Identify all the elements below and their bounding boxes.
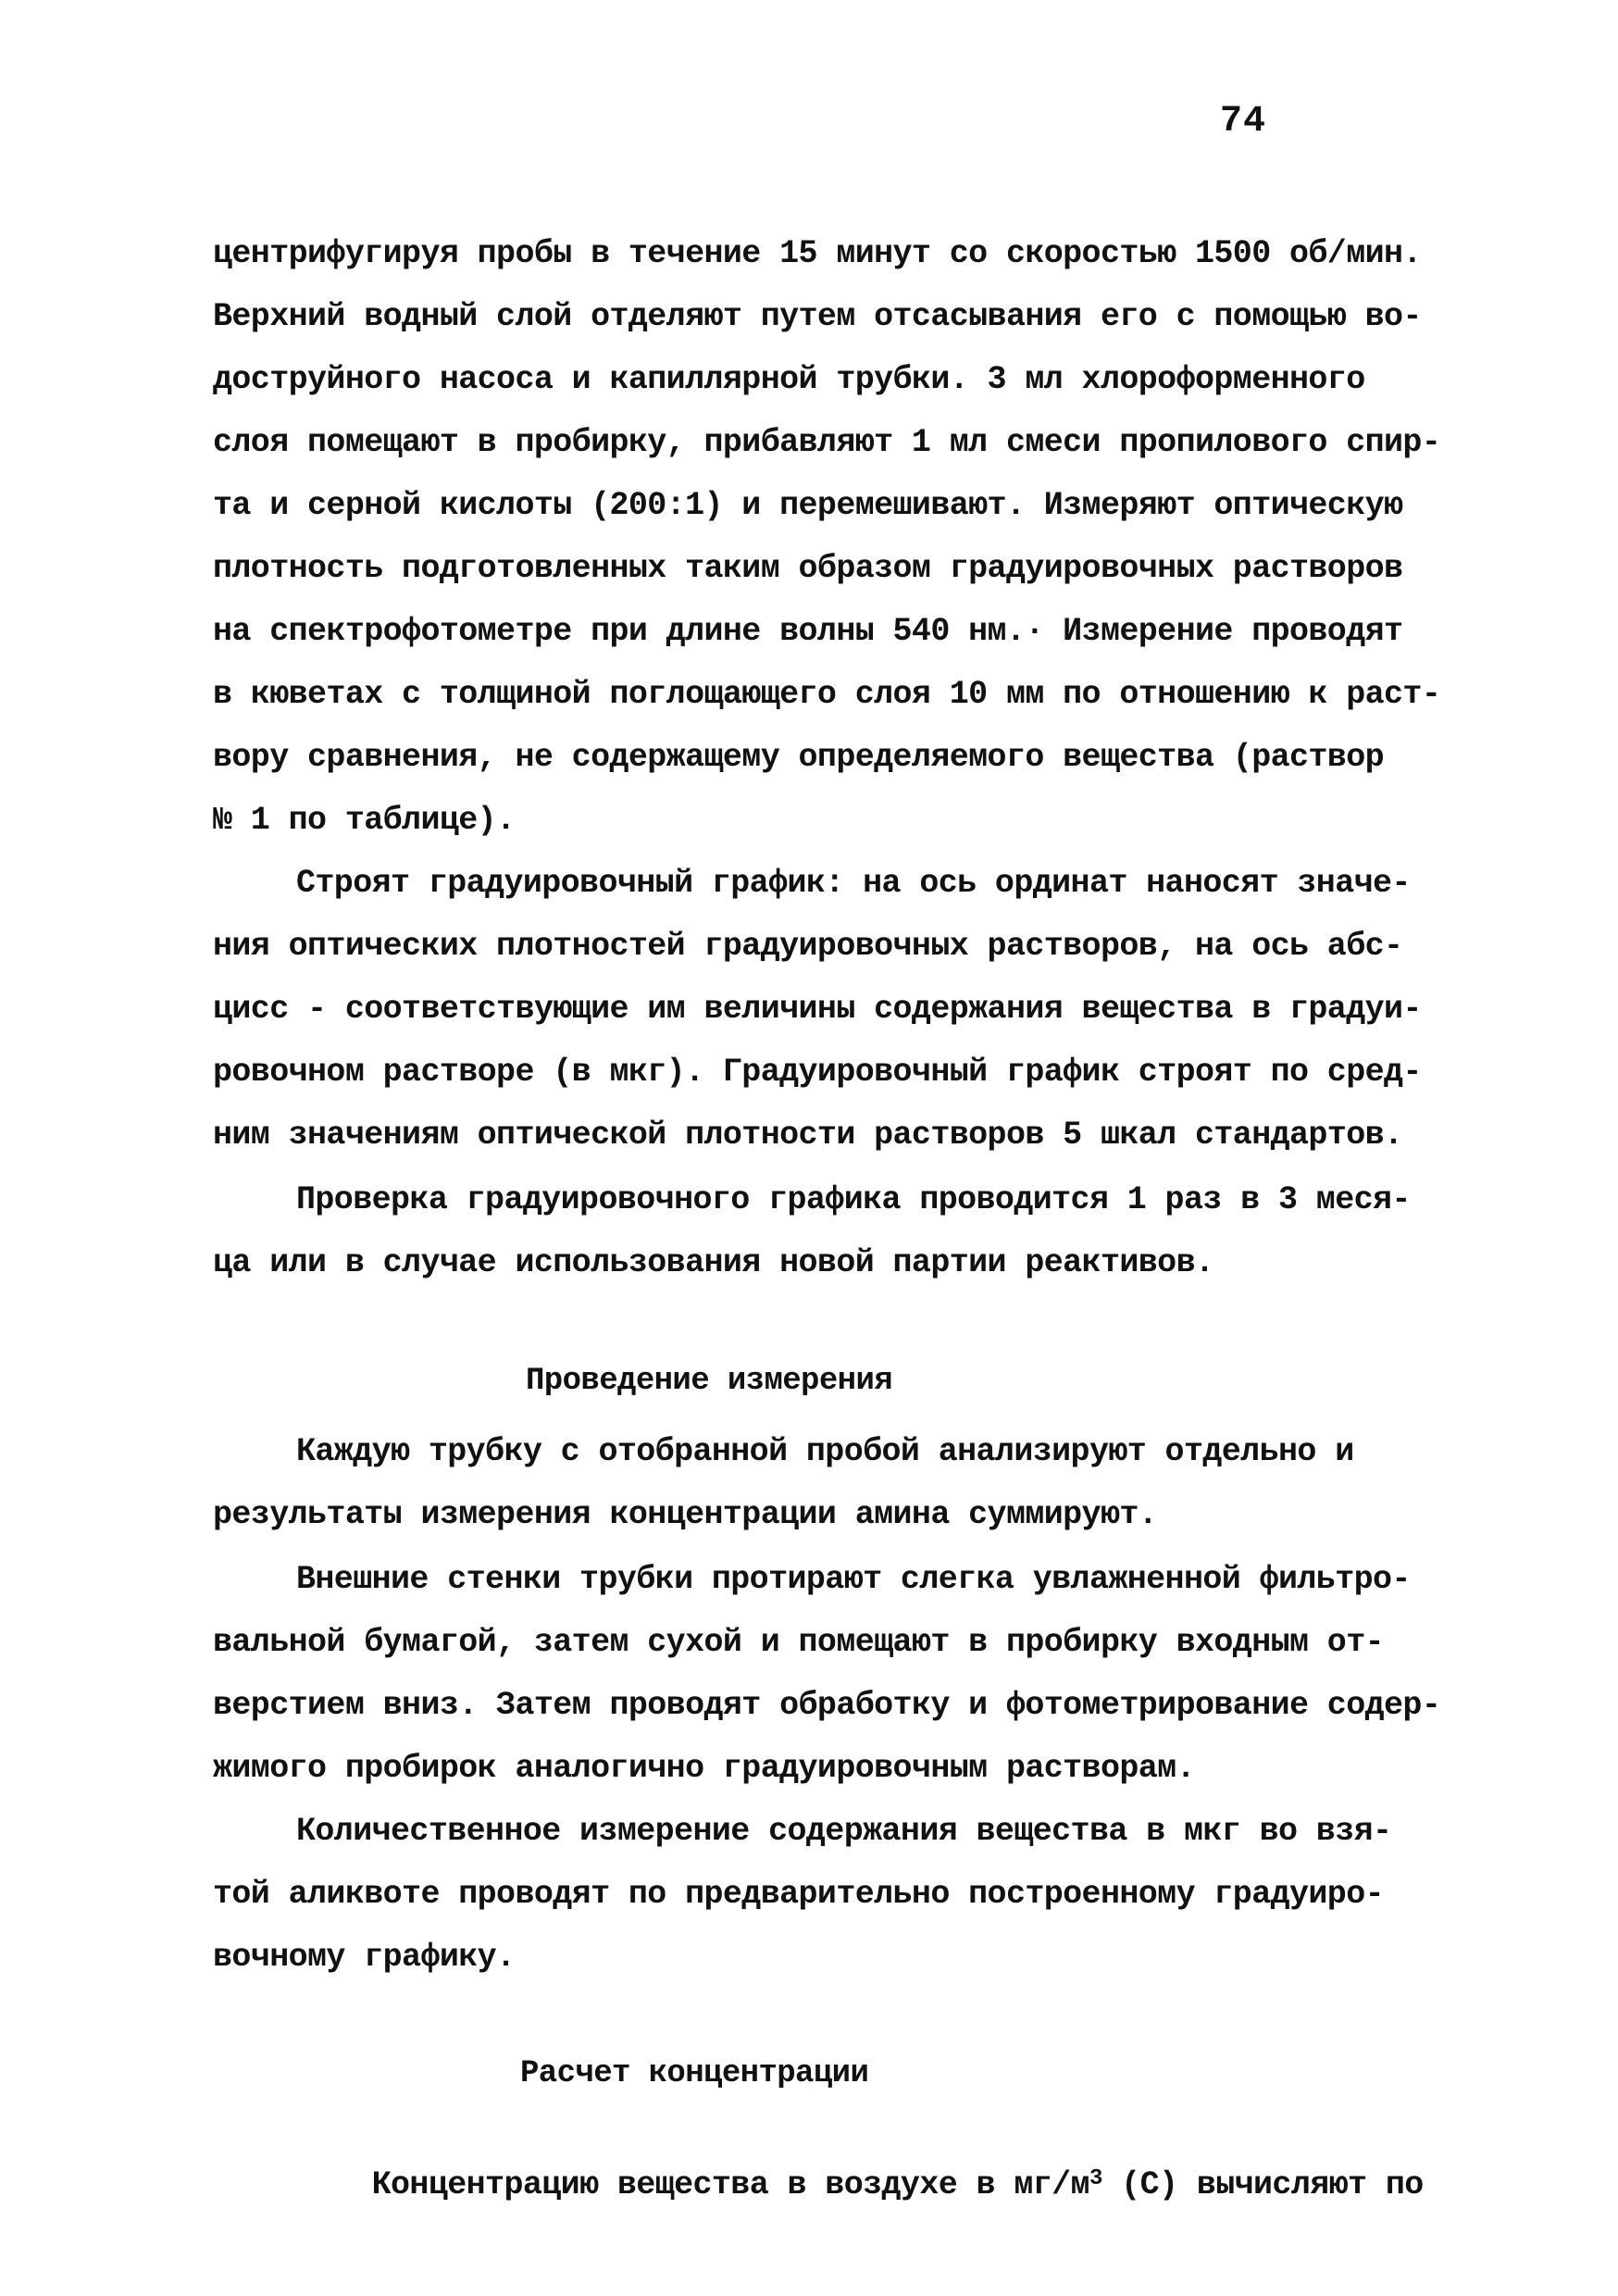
text-line: той аликвоте проводят по предварительно построенному градуиро- (213, 1876, 1385, 1913)
text-line: вору сравнения, не содержащему определяемого вещества (раствор (213, 739, 1385, 776)
text-line: Количественное измерение содержания вещества в мкг во взя- (296, 1813, 1392, 1850)
text-line: ца или в случае использования новой партии реактивов. (213, 1244, 1214, 1281)
text-line: Строят градуировочный график: на ось ординат наносят значе- (296, 865, 1411, 902)
text-line: вальной бумагой, затем сухой и помещают в пробирку входным от- (213, 1624, 1385, 1661)
text-line: плотность подготовленных таким образом градуировочных растворов (213, 550, 1403, 587)
text-line: верстием вниз. Затем проводят обработку и фотометрирование содер- (213, 1687, 1441, 1724)
text-line: слоя помещают в пробирку, прибавляют 1 мл смеси пропилового спир- (213, 424, 1441, 461)
text-fragment: (С) вычисляют по (1101, 2166, 1424, 2203)
text-line: № 1 по таблице). (213, 802, 516, 839)
text-line: та и серной кислоты (200:1) и перемешивают. Измеряют оптическую (213, 487, 1403, 524)
text-line: цисс - соответствующие им величины содержания вещества в градуи- (213, 991, 1422, 1028)
text-line: Внешние стенки трубки протирают слегка увлажненной фильтро- (296, 1561, 1411, 1598)
text-line: ния оптических плотностей градуировочных растворов, на ось абс- (213, 928, 1403, 965)
superscript: 3 (1089, 2166, 1102, 2191)
page-number: 74 (1220, 101, 1267, 143)
text-fragment: Концентрацию вещества в воздухе в мг/м (371, 2166, 1089, 2203)
text-line: ним значениям оптической плотности растворов 5 шкал стандартов. (213, 1117, 1403, 1154)
text-line: в кюветах с толщиной поглощающего слоя 10 мм по отношению к раст- (213, 676, 1441, 713)
text-line: доструйного насоса и капиллярной трубки. 3 мл хлороформенного (213, 361, 1365, 398)
text-line: Каждую трубку с отобранной пробой анализируют отдельно и (296, 1433, 1354, 1470)
text-line: ровочном растворе (в мкг). Градуировочный график строят по сред- (213, 1054, 1422, 1091)
text-line (296, 2124, 1424, 2246)
section-heading: Проведение измерения (526, 1364, 893, 1399)
text-line: Верхний водный слой отделяют путем отсасывания его с помощью во- (213, 298, 1422, 335)
text-line: жимого пробирок аналогично градуировочным растворам. (213, 1750, 1195, 1787)
text-line: Проверка градуировочного графика проводится 1 раз в 3 меся- (296, 1181, 1411, 1218)
section-heading: Расчет концентрации (520, 2056, 869, 2091)
text-line: вочному графику. (213, 1939, 516, 1976)
text-line: на спектрофотометре при длине волны 540 нм.· Измерение проводят (213, 613, 1403, 650)
text-line: результаты измерения концентрации амина суммируют. (213, 1496, 1158, 1533)
text-line: центрифугируя пробы в течение 15 минут со скоростью 1500 об/мин. (213, 235, 1422, 272)
